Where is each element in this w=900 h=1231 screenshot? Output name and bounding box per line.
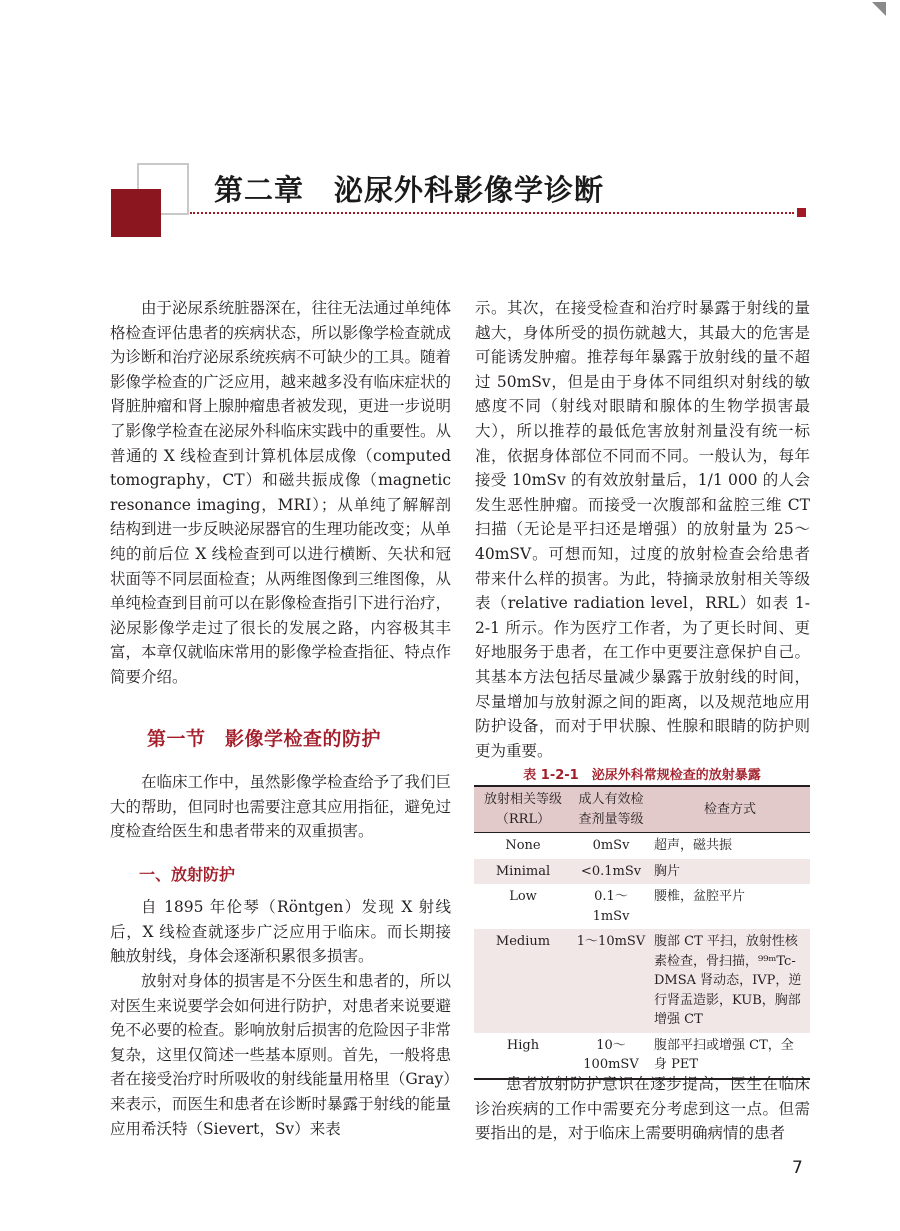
table-cell: 超声，磁共振 [654,838,733,853]
table-header-cell: 放射相关等级（RRL） [474,786,572,833]
radiation-level-table [474,785,810,1080]
table-cell: Low [509,889,537,904]
table-row [474,884,810,929]
table-header-row [474,786,810,833]
table-row [474,833,810,859]
table-cell: 0.1～1mSv [592,889,630,924]
corner-crop-mark-icon [872,2,886,16]
table-cell: Minimal [495,863,551,879]
chapter-title: 第二章 泌尿外科影像学诊断 [214,173,605,207]
intro-paragraph: 由于泌尿系统脏器深在，往往无法通过单纯体格检查评估患者的疾病状态，所以影像学检查就成为诊断和治疗泌尿系统疾病不可缺少的工具。随着影像学检查的广泛应用，越来越多没有临床症状的肾脏肿瘤和肾上腺肿瘤患者被发现，更进一步说明了影像学检查在泌尿外科临床实践中的重要性。从普通的 X 线检查到计算机体层成像（computed tomography，CT）和磁共振成像（magnetic resonance imaging，MRI）；从单纯了解解剖结构到进一步反映泌尿器官的生理功能改变；从单纯的前后位 X 线检查到可以进行横断、矢状和冠状面等不同层面检查；从两维图像到三维图像，从单纯检查到目前可以在影像检查指引下进行治疗，泌尿影像学走过了很长的发展之路，内容极其丰富，本章仅就临床常用的影像学检查指征、特点作简要介绍。 [110,299,452,686]
after-table-paragraph: 患者放射防护意识在逐步提高，医生在临床诊治疾病的工作中需要充分考虑到这一点。但需要指出的是，对于临床上需要明确病情的患者 [475,1075,810,1143]
table-cell: 1～10mSV [576,934,646,949]
chapter-dotted-rule [190,212,794,214]
table-cell: 胸片 [654,863,681,879]
table-cell: None [505,838,541,853]
table-header-cell: 检查方式 [650,786,810,833]
table-caption: 表 1-2-1 泌尿外科常规检查的放射暴露 [523,768,761,783]
table-cell: 腰椎，盆腔平片 [654,889,746,904]
page-number: 7 [792,1158,803,1178]
subsection-heading: 一、放射防护 [139,865,236,884]
chapter-rule-end-square [797,208,806,217]
table-cell: 10～100mSV [572,1033,650,1079]
radiation-damage-paragraph: 放射对身体的损害是不分医生和患者的，所以对医生来说要学会如何进行防护，对患者来说要避免不必要的检查。影响放射后损害的危险因子非常复杂，这里仅简述一些基本原则。首先，一般将患者在接受治疗时所吸收的射线能量用格里（Gray）来表示，而医生和患者在诊断时暴露于射线的能量应用希沃特（Sievert，Sv）来表 [110,972,452,1138]
table-row [474,929,810,1033]
table-cell: <0.1mSv [580,863,642,879]
chapter-deco-filled-square [111,189,161,237]
section-heading: 第一节 影像学检查的防护 [147,728,382,750]
table-cell: 腹部 CT 平扫，放射性核素检查，骨扫描，⁹⁹ᵐTc-DMSA 肾动态，IVP，逆行肾盂造影，KUB，胸部增强 CT [654,934,802,1027]
table-cell: Medium [495,934,551,949]
table-row [474,859,810,885]
table-cell: High [474,1033,572,1079]
section-intro-paragraph: 在临床工作中，虽然影像学检查给予了我们巨大的帮助，但同时也需要注意其应用指征，避免过度检查给医生和患者带来的双重损害。 [110,773,452,841]
table-cell: 腹部平扫或增强 CT，全身 PET [650,1033,810,1079]
table-cell: 0mSv [592,838,630,853]
continued-paragraph: 示。其次，在接受检查和治疗时暴露于射线的量越大，身体所受的损伤就越大，其最大的危害是可能诱发肿瘤。推荐每年暴露于放射线的量不超过 50mSv，但是由于身体不同组织对射线的敏感度不同（射线对眼睛和腺体的生物学损害最大），所以推荐的最低危害放射剂量没有统一标准，依据身体部位不同而不同。一般认为，每年接受 10mSv 的有效放射量后，1/1 000 的人会发生恶性肿瘤。而接受一次腹部和盆腔三维 CT 扫描（无论是平扫还是增强）的放射量为 25～40mSV。可想而知，过度的放射检查会给患者带来什么样的损害。为此，特摘录放射相关等级表（relative radiation level，RRL）如表 1-2-1 所示。作为医疗工作者，为了更长时间、更好地服务于患者，在工作中更要注意保护自己。其基本方法包括尽量减少暴露于放射线的时间，尽量增加与放射源之间的距离，以及规范地应用防护设备，而对于甲状腺、性腺和眼睛的防护则更为重要。 [475,299,810,760]
rontgen-paragraph: 自 1895 年伦琴（Röntgen）发现 X 射线后，X 线检查就逐步广泛应用于临床。而长期接触放射线，身体会逐渐积累很多损害。 [110,898,451,966]
table-header-cell: 成人有效检查剂量等级 [572,786,650,833]
